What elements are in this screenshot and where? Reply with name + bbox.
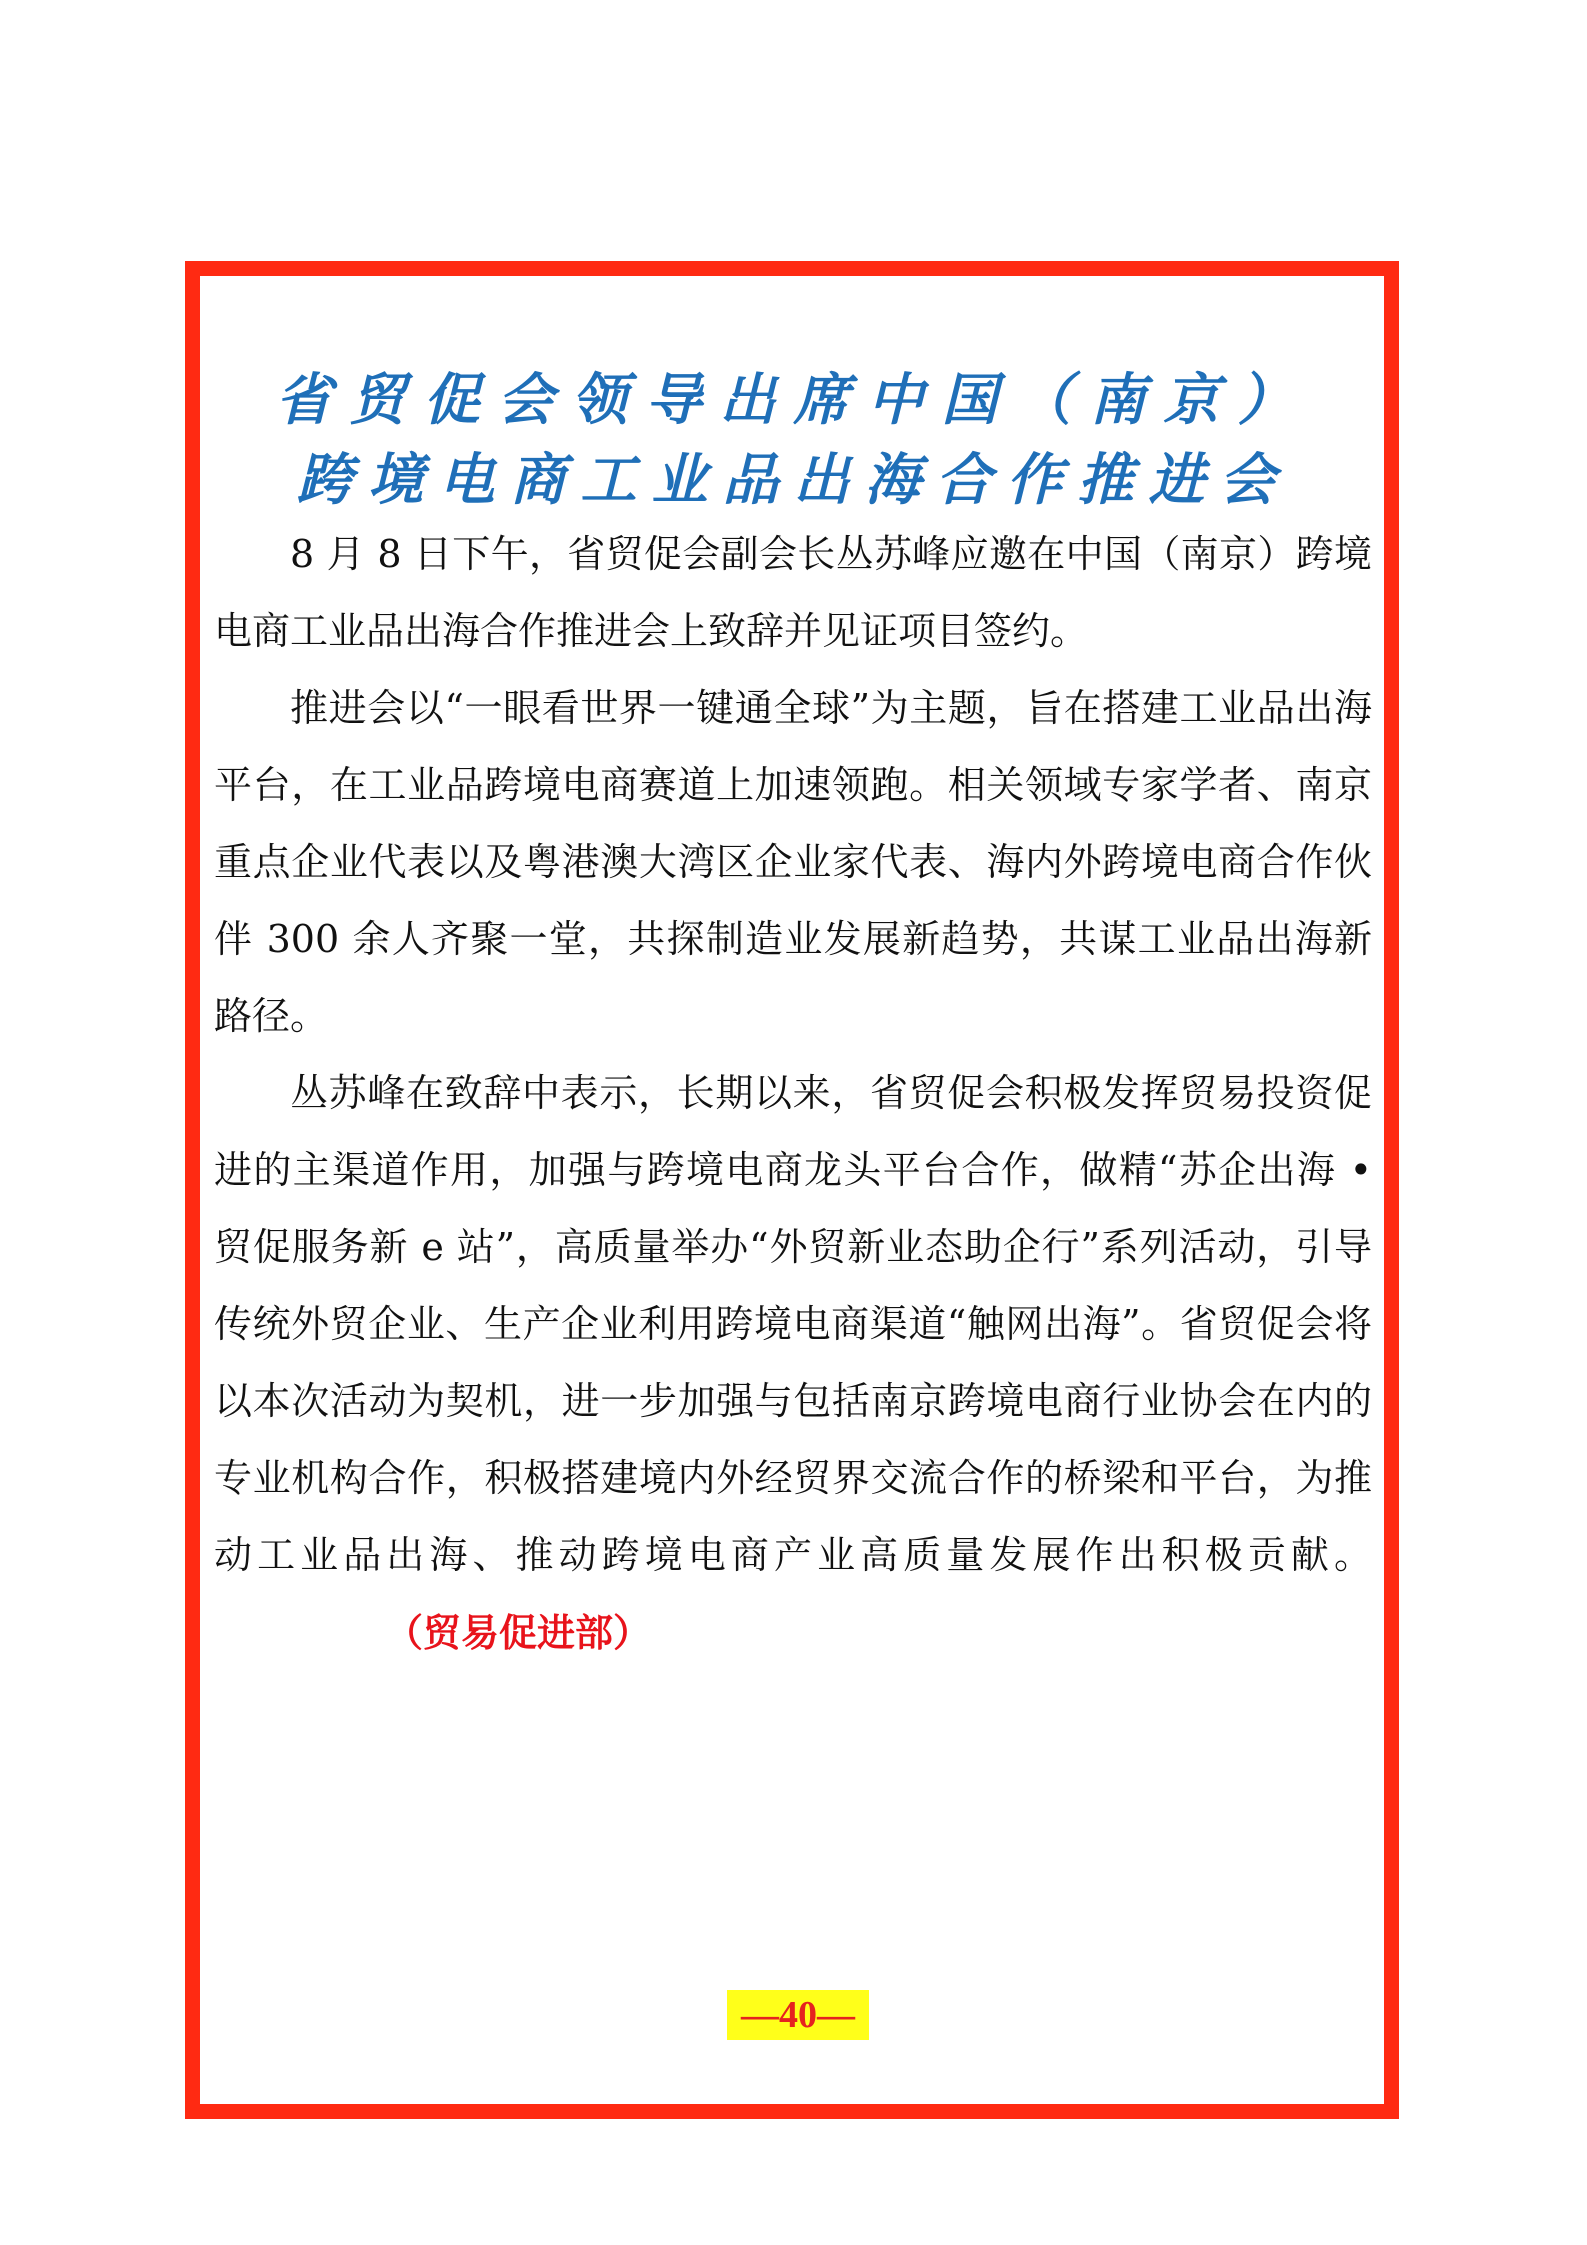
paragraph-3-text: 丛苏峰在致辞中表示，长期以来，省贸促会积极发挥贸易投资促进的主渠道作用，加强与跨境电商龙头平台合作，做精“苏企出海 • 贸促服务新 e 站”，高质量举办“外贸新业态助企行”系列活动，引导传统外贸企业、生产企业利用跨境电商渠道“触网出海”。省贸促会将以本次活动为契机，进一步加强与包括南京跨境电商行业协会在内的专业机构合作，积极搭建境内外经贸界交流合作的桥梁和平台，为推动工业品出海、推动跨境电商产业高质量发展作出积极贡献。 xyxy=(214,1071,1372,1577)
article-body xyxy=(214,516,1372,1672)
paragraph-1: 8 月 8 日下午，省贸促会副会长丛苏峰应邀在中国（南京）跨境电商工业品出海合作推进会上致辞并见证项目签约。 xyxy=(214,532,1372,653)
paragraph-3 xyxy=(214,1055,1372,1672)
paragraph-2: 推进会以“一眼看世界一键通全球”为主题，旨在搭建工业品出海平台，在工业品跨境电商赛道上加速领跑。相关领域专家学者、南京重点企业代表以及粤港澳大湾区企业家代表、海内外跨境电商合作伙伴 300 余人齐聚一堂，共探制造业发展新趋势，共谋工业品出海新路径。 xyxy=(214,686,1372,1038)
article-title-line-1: 省贸促会领导出席中国（南京） xyxy=(275,367,1312,433)
department-signature: （贸易促进部） xyxy=(404,1610,652,1655)
article-title-line-2: 跨境电商工业品出海合作推进会 xyxy=(296,447,1291,513)
page-number: —40— xyxy=(727,1990,869,2040)
